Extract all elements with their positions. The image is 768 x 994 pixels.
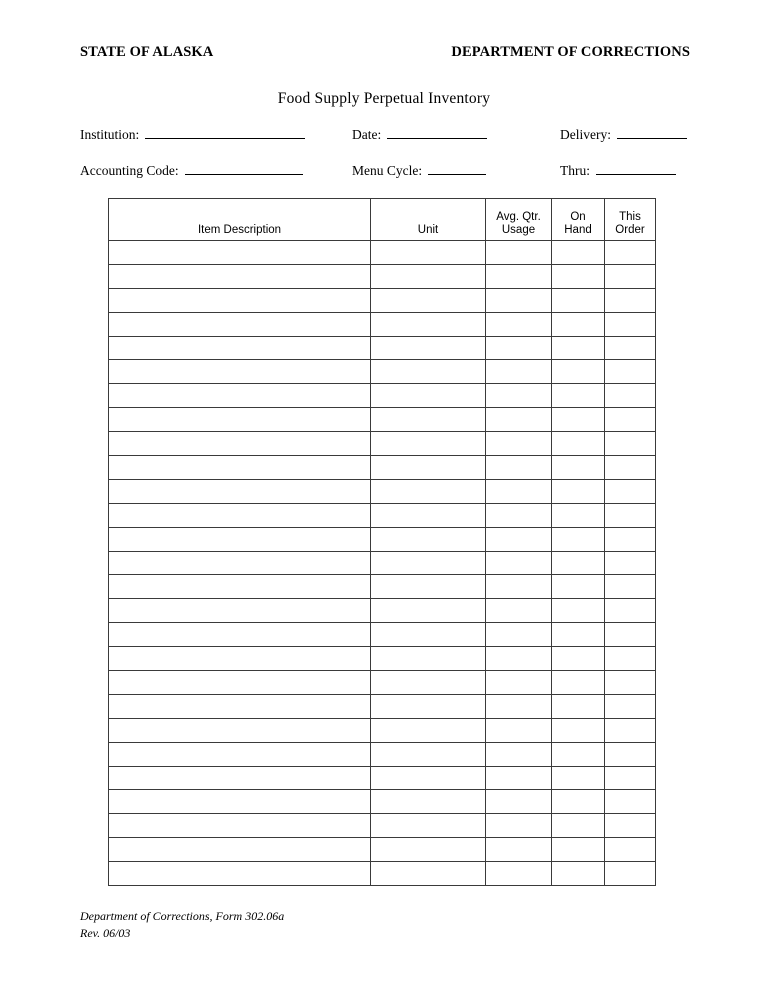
table-row bbox=[109, 599, 656, 623]
page-title: Food Supply Perpetual Inventory bbox=[277, 90, 491, 107]
cell-unit[interactable] bbox=[371, 288, 486, 312]
cell-avg-qtr-usage[interactable] bbox=[486, 694, 552, 718]
cell-item-description[interactable] bbox=[109, 694, 371, 718]
cell-avg-qtr-usage[interactable] bbox=[486, 862, 552, 886]
cell-unit[interactable] bbox=[371, 432, 486, 456]
table-header-row bbox=[109, 199, 656, 241]
cell-item-description[interactable] bbox=[109, 384, 371, 408]
column-header-this-order-line1: This bbox=[619, 211, 641, 223]
field-institution bbox=[80, 125, 305, 143]
table-row bbox=[109, 384, 656, 408]
cell-unit[interactable] bbox=[371, 838, 486, 862]
cell-on-hand[interactable] bbox=[552, 814, 605, 838]
field-menu-cycle bbox=[352, 161, 486, 179]
table-row bbox=[109, 694, 656, 718]
cell-on-hand[interactable] bbox=[552, 790, 605, 814]
table-row bbox=[109, 456, 656, 480]
cell-avg-qtr-usage[interactable] bbox=[486, 456, 552, 480]
table-row bbox=[109, 527, 656, 551]
cell-item-description[interactable] bbox=[109, 241, 371, 265]
cell-on-hand[interactable] bbox=[552, 408, 605, 432]
cell-on-hand[interactable] bbox=[552, 718, 605, 742]
cell-item-description[interactable] bbox=[109, 432, 371, 456]
table-row bbox=[109, 503, 656, 527]
inventory-table-head bbox=[109, 199, 656, 241]
cell-this-order[interactable] bbox=[605, 264, 656, 288]
form-fields-row-2 bbox=[80, 161, 670, 197]
cell-avg-qtr-usage[interactable] bbox=[486, 527, 552, 551]
column-header-item-description-line1: Item Description bbox=[197, 224, 282, 236]
inventory-table bbox=[108, 198, 656, 886]
column-header-avg-qtr-usage-line2: Usage bbox=[501, 224, 536, 236]
cell-this-order[interactable] bbox=[605, 623, 656, 647]
cell-avg-qtr-usage[interactable] bbox=[486, 623, 552, 647]
table-row bbox=[109, 264, 656, 288]
cell-avg-qtr-usage[interactable] bbox=[486, 479, 552, 503]
cell-avg-qtr-usage[interactable] bbox=[486, 360, 552, 384]
column-header-on-hand-line2: Hand bbox=[564, 224, 592, 236]
cell-this-order[interactable] bbox=[605, 432, 656, 456]
cell-item-description[interactable] bbox=[109, 671, 371, 695]
table-row bbox=[109, 647, 656, 671]
masthead-department: DEPARTMENT OF CORRECTIONS bbox=[451, 44, 690, 60]
table-row bbox=[109, 336, 656, 360]
cell-on-hand[interactable] bbox=[552, 360, 605, 384]
column-header-this-order-line2: Order bbox=[615, 224, 645, 236]
cell-unit[interactable] bbox=[371, 814, 486, 838]
cell-avg-qtr-usage[interactable] bbox=[486, 241, 552, 265]
table-row bbox=[109, 288, 656, 312]
cell-this-order[interactable] bbox=[605, 647, 656, 671]
table-row bbox=[109, 551, 656, 575]
cell-unit[interactable] bbox=[371, 790, 486, 814]
field-accounting-code bbox=[80, 161, 303, 179]
cell-item-description[interactable] bbox=[109, 790, 371, 814]
cell-item-description[interactable] bbox=[109, 718, 371, 742]
cell-unit[interactable] bbox=[371, 241, 486, 265]
cell-this-order[interactable] bbox=[605, 718, 656, 742]
cell-on-hand[interactable] bbox=[552, 503, 605, 527]
cell-on-hand[interactable] bbox=[552, 384, 605, 408]
cell-unit[interactable] bbox=[371, 360, 486, 384]
cell-this-order[interactable] bbox=[605, 575, 656, 599]
field-thru bbox=[560, 161, 676, 179]
cell-avg-qtr-usage[interactable] bbox=[486, 766, 552, 790]
cell-avg-qtr-usage[interactable] bbox=[486, 575, 552, 599]
cell-this-order[interactable] bbox=[605, 312, 656, 336]
cell-unit[interactable] bbox=[371, 647, 486, 671]
cell-item-description[interactable] bbox=[109, 623, 371, 647]
cell-avg-qtr-usage[interactable] bbox=[486, 312, 552, 336]
cell-on-hand[interactable] bbox=[552, 599, 605, 623]
form-footer bbox=[80, 908, 284, 942]
table-row bbox=[109, 479, 656, 503]
cell-on-hand[interactable] bbox=[552, 479, 605, 503]
field-date bbox=[352, 125, 487, 143]
cell-this-order[interactable] bbox=[605, 241, 656, 265]
cell-avg-qtr-usage[interactable] bbox=[486, 790, 552, 814]
cell-unit[interactable] bbox=[371, 312, 486, 336]
cell-unit[interactable] bbox=[371, 503, 486, 527]
cell-unit[interactable] bbox=[371, 408, 486, 432]
cell-item-description[interactable] bbox=[109, 862, 371, 886]
cell-on-hand[interactable] bbox=[552, 264, 605, 288]
cell-item-description[interactable] bbox=[109, 336, 371, 360]
cell-unit[interactable] bbox=[371, 527, 486, 551]
cell-this-order[interactable] bbox=[605, 336, 656, 360]
column-header-avg-qtr-usage bbox=[486, 199, 552, 241]
cell-avg-qtr-usage[interactable] bbox=[486, 647, 552, 671]
cell-item-description[interactable] bbox=[109, 479, 371, 503]
field-accounting-code-input[interactable] bbox=[185, 161, 303, 175]
cell-this-order[interactable] bbox=[605, 360, 656, 384]
cell-item-description[interactable] bbox=[109, 408, 371, 432]
cell-on-hand[interactable] bbox=[552, 766, 605, 790]
masthead-state: STATE OF ALASKA bbox=[80, 44, 214, 60]
column-header-unit bbox=[371, 199, 486, 241]
cell-item-description[interactable] bbox=[109, 288, 371, 312]
cell-unit[interactable] bbox=[371, 456, 486, 480]
cell-unit[interactable] bbox=[371, 336, 486, 360]
cell-unit[interactable] bbox=[371, 766, 486, 790]
cell-on-hand[interactable] bbox=[552, 647, 605, 671]
column-header-item-description bbox=[109, 199, 371, 241]
cell-item-description[interactable] bbox=[109, 312, 371, 336]
field-date-input[interactable] bbox=[387, 125, 487, 139]
cell-avg-qtr-usage[interactable] bbox=[486, 599, 552, 623]
field-delivery-input[interactable] bbox=[617, 125, 687, 139]
cell-avg-qtr-usage[interactable] bbox=[486, 336, 552, 360]
cell-on-hand[interactable] bbox=[552, 551, 605, 575]
field-thru-label: Thru: bbox=[560, 163, 590, 178]
field-delivery-label: Delivery: bbox=[560, 127, 611, 142]
table-row bbox=[109, 742, 656, 766]
cell-on-hand[interactable] bbox=[552, 288, 605, 312]
table-row bbox=[109, 790, 656, 814]
cell-unit[interactable] bbox=[371, 575, 486, 599]
inventory-table-body bbox=[109, 241, 656, 886]
column-header-avg-qtr-usage-line1: Avg. Qtr. bbox=[496, 211, 541, 223]
column-header-this-order bbox=[605, 199, 656, 241]
cell-item-description[interactable] bbox=[109, 814, 371, 838]
field-menu-cycle-label: Menu Cycle: bbox=[352, 163, 423, 178]
cell-avg-qtr-usage[interactable] bbox=[486, 742, 552, 766]
table-row bbox=[109, 766, 656, 790]
cell-on-hand[interactable] bbox=[552, 456, 605, 480]
field-accounting-code-label: Accounting Code: bbox=[80, 163, 179, 178]
form-footer-line2: Rev. 06/03 bbox=[80, 926, 131, 940]
cell-on-hand[interactable] bbox=[552, 241, 605, 265]
cell-item-description[interactable] bbox=[109, 647, 371, 671]
table-row bbox=[109, 241, 656, 265]
cell-this-order[interactable] bbox=[605, 742, 656, 766]
cell-this-order[interactable] bbox=[605, 838, 656, 862]
cell-this-order[interactable] bbox=[605, 456, 656, 480]
cell-on-hand[interactable] bbox=[552, 623, 605, 647]
cell-item-description[interactable] bbox=[109, 503, 371, 527]
field-institution-label: Institution: bbox=[80, 127, 140, 142]
cell-on-hand[interactable] bbox=[552, 742, 605, 766]
cell-avg-qtr-usage[interactable] bbox=[486, 551, 552, 575]
cell-unit[interactable] bbox=[371, 718, 486, 742]
cell-unit[interactable] bbox=[371, 694, 486, 718]
cell-avg-qtr-usage[interactable] bbox=[486, 838, 552, 862]
form-fields-row-1 bbox=[80, 125, 670, 161]
table-row bbox=[109, 623, 656, 647]
table-row bbox=[109, 408, 656, 432]
cell-this-order[interactable] bbox=[605, 814, 656, 838]
cell-on-hand[interactable] bbox=[552, 527, 605, 551]
cell-this-order[interactable] bbox=[605, 479, 656, 503]
cell-this-order[interactable] bbox=[605, 408, 656, 432]
form-fields bbox=[80, 125, 670, 197]
cell-unit[interactable] bbox=[371, 264, 486, 288]
cell-unit[interactable] bbox=[371, 479, 486, 503]
column-header-unit-line1: Unit bbox=[417, 224, 439, 236]
masthead bbox=[80, 44, 690, 61]
cell-this-order[interactable] bbox=[605, 790, 656, 814]
cell-avg-qtr-usage[interactable] bbox=[486, 264, 552, 288]
cell-unit[interactable] bbox=[371, 384, 486, 408]
form-footer-line1: Department of Corrections, Form 302.06a bbox=[80, 909, 285, 923]
cell-this-order[interactable] bbox=[605, 288, 656, 312]
table-row bbox=[109, 671, 656, 695]
cell-on-hand[interactable] bbox=[552, 694, 605, 718]
cell-avg-qtr-usage[interactable] bbox=[486, 503, 552, 527]
cell-on-hand[interactable] bbox=[552, 336, 605, 360]
cell-on-hand[interactable] bbox=[552, 838, 605, 862]
field-menu-cycle-input[interactable] bbox=[428, 161, 486, 175]
cell-item-description[interactable] bbox=[109, 456, 371, 480]
cell-on-hand[interactable] bbox=[552, 575, 605, 599]
cell-this-order[interactable] bbox=[605, 694, 656, 718]
cell-this-order[interactable] bbox=[605, 384, 656, 408]
cell-this-order[interactable] bbox=[605, 599, 656, 623]
cell-avg-qtr-usage[interactable] bbox=[486, 408, 552, 432]
cell-avg-qtr-usage[interactable] bbox=[486, 384, 552, 408]
cell-this-order[interactable] bbox=[605, 671, 656, 695]
cell-item-description[interactable] bbox=[109, 264, 371, 288]
cell-this-order[interactable] bbox=[605, 862, 656, 886]
cell-item-description[interactable] bbox=[109, 742, 371, 766]
cell-avg-qtr-usage[interactable] bbox=[486, 432, 552, 456]
cell-unit[interactable] bbox=[371, 742, 486, 766]
field-date-label: Date: bbox=[352, 127, 382, 142]
column-header-on-hand-line1: On bbox=[570, 211, 586, 223]
cell-unit[interactable] bbox=[371, 862, 486, 886]
field-thru-input[interactable] bbox=[596, 161, 676, 175]
cell-on-hand[interactable] bbox=[552, 671, 605, 695]
table-row bbox=[109, 814, 656, 838]
cell-item-description[interactable] bbox=[109, 575, 371, 599]
cell-item-description[interactable] bbox=[109, 838, 371, 862]
table-row bbox=[109, 575, 656, 599]
cell-item-description[interactable] bbox=[109, 766, 371, 790]
cell-on-hand[interactable] bbox=[552, 312, 605, 336]
field-delivery bbox=[560, 125, 687, 143]
cell-avg-qtr-usage[interactable] bbox=[486, 671, 552, 695]
field-institution-input[interactable] bbox=[145, 125, 305, 139]
table-row bbox=[109, 360, 656, 384]
cell-unit[interactable] bbox=[371, 551, 486, 575]
cell-this-order[interactable] bbox=[605, 551, 656, 575]
cell-this-order[interactable] bbox=[605, 503, 656, 527]
table-row bbox=[109, 312, 656, 336]
cell-item-description[interactable] bbox=[109, 599, 371, 623]
cell-unit[interactable] bbox=[371, 671, 486, 695]
cell-avg-qtr-usage[interactable] bbox=[486, 718, 552, 742]
table-row bbox=[109, 432, 656, 456]
table-row bbox=[109, 718, 656, 742]
cell-item-description[interactable] bbox=[109, 360, 371, 384]
cell-this-order[interactable] bbox=[605, 766, 656, 790]
table-row bbox=[109, 838, 656, 862]
cell-item-description[interactable] bbox=[109, 551, 371, 575]
column-header-on-hand bbox=[552, 199, 605, 241]
cell-item-description[interactable] bbox=[109, 527, 371, 551]
cell-this-order[interactable] bbox=[605, 527, 656, 551]
cell-unit[interactable] bbox=[371, 599, 486, 623]
cell-unit[interactable] bbox=[371, 623, 486, 647]
table-row bbox=[109, 862, 656, 886]
cell-on-hand[interactable] bbox=[552, 432, 605, 456]
cell-avg-qtr-usage[interactable] bbox=[486, 814, 552, 838]
cell-on-hand[interactable] bbox=[552, 862, 605, 886]
cell-avg-qtr-usage[interactable] bbox=[486, 288, 552, 312]
